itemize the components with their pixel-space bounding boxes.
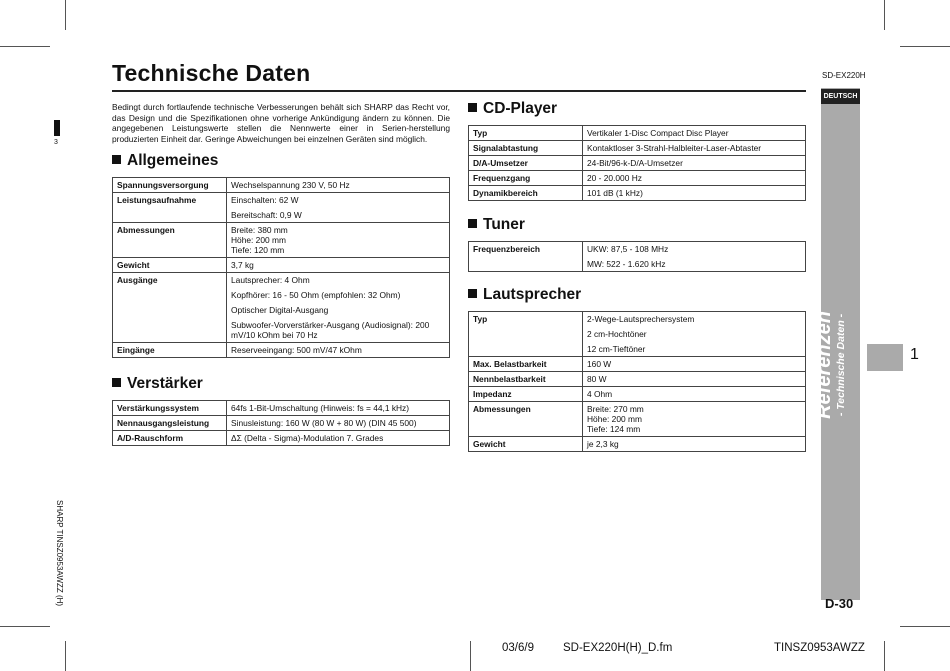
trim-mark [884,0,885,30]
table-row [469,387,806,402]
chapter-title-vertical [798,290,878,440]
spec-label: Abmessungen [469,402,583,437]
table-row [469,186,806,201]
header-rule [112,90,806,92]
page-marker-number: 3 [54,139,58,146]
table-row [469,141,806,156]
spec-value-cell [583,126,806,141]
spec-table-allgemeines [112,177,450,358]
spec-value: Subwoofer-Vorverstärker-Ausgang (Audiosignal): 200 mV/10 kOhm bei 70 Hz [231,320,430,340]
spec-value: 24-Bit/96-k-D/A-Umsetzer [587,158,683,168]
table-row [113,431,450,446]
spec-value-cell [583,186,806,201]
chapter-title: Referenzen [813,311,835,419]
spec-value-cell [227,258,450,273]
spec-label: Frequenzgang [469,171,583,186]
spec-value-cell [583,171,806,186]
section-heading-allgemeines: Allgemeines [112,152,218,170]
trim-mark [900,46,950,47]
section-heading-cdplayer: CD-Player [468,100,557,118]
spec-value: MW: 522 - 1.620 kHz [587,259,666,269]
table-row [469,402,806,437]
spec-value-cell [227,431,450,446]
table-row [469,156,806,171]
spec-value-cell [583,312,806,357]
spec-value-cell [227,416,450,431]
bullet-square-icon [468,289,477,298]
table-row [469,437,806,452]
spec-value-cell [583,141,806,156]
table-row [113,258,450,273]
spec-label: A/D-Rauschform [113,431,227,446]
page-title: Technische Daten [112,60,311,86]
spec-value-cell [583,357,806,372]
spec-value: Reserveeingang: 500 mV/47 kOhm [231,345,362,355]
spec-value-cell [583,156,806,171]
spec-value: Kopfhörer: 16 - 50 Ohm (empfohlen: 32 Ohm) [231,290,401,300]
spec-label: Typ [469,126,583,141]
spec-value: 160 W [587,359,612,369]
spec-label: Dynamikbereich [469,186,583,201]
spec-label: Abmessungen [113,223,227,258]
spec-value: je 2,3 kg [587,439,619,449]
page-marker-bar [54,120,60,136]
spec-label: Max. Belastbarkeit [469,357,583,372]
spec-table-lautsprecher [468,311,806,452]
footer-filename: SD-EX220H(H)_D.fm [563,642,673,654]
bullet-square-icon [468,219,477,228]
bullet-square-icon [468,103,477,112]
table-row [469,242,806,272]
spec-value: 12 cm-Tieftöner [587,344,646,354]
footer-code: TINSZ0953AWZZ [774,642,865,654]
spec-value: 64fs 1-Bit-Umschaltung (Hinweis: fs = 44,1 kHz) [231,403,410,413]
trim-mark [900,626,950,627]
spec-label: Gewicht [469,437,583,452]
trim-mark [65,641,66,671]
model-number: SD-EX220H [822,71,866,80]
trim-mark [0,626,50,627]
spec-label: Ausgänge [113,273,227,343]
table-row [113,178,450,193]
spec-value: 80 W [587,374,607,384]
bullet-square-icon [112,378,121,387]
spec-value: Breite: 380 mm Höhe: 200 mm Tiefe: 120 mm [231,225,288,255]
spec-value-cell [583,372,806,387]
table-row [113,416,450,431]
spec-value: Breite: 270 mm Höhe: 200 mm Tiefe: 124 mm [587,404,644,434]
table-row [469,312,806,357]
spec-label: Gewicht [113,258,227,273]
table-row [469,357,806,372]
spec-label: Typ [469,312,583,357]
page-number: D-30 [825,596,854,611]
footer-date: 03/6/9 [502,642,534,654]
spec-value-cell [227,223,450,258]
spec-value: Wechselspannung 230 V, 50 Hz [231,180,350,190]
spec-value: Bereitschaft: 0,9 W [231,210,302,220]
table-row [469,171,806,186]
spec-value: Vertikaler 1-Disc Compact Disc Player [587,128,729,138]
spec-value-cell [227,178,450,193]
spec-table-tuner [468,241,806,272]
spec-value: Lautsprecher: 4 Ohm [231,275,310,285]
section-heading-tuner: Tuner [468,216,525,234]
spec-value: Optischer Digital-Ausgang [231,305,329,315]
spec-value: ΔΣ (Delta - Sigma)-Modulation 7. Grades [231,433,384,443]
section-heading-lautsprecher: Lautsprecher [468,286,581,304]
spec-label: D/A-Umsetzer [469,156,583,171]
trim-mark [65,0,66,30]
bullet-square-icon [112,155,121,164]
intro-paragraph: Bedingt durch fortlaufende technische Verbesserungen behält sich SHARP das Recht vor, das Design und die Spezifikationen ohne vorherige Ankündigung ändern zu können. Die angegebenen Leistungswerte stellen die Nennwerte einer in Serien-herstellung produzierten Einheit dar. Geringe Abweichungen bei einzelnen Geräten sind möglich. [112,102,450,144]
spec-value-cell [227,343,450,358]
spec-value: 101 dB (1 kHz) [587,188,643,198]
spec-value: UKW: 87,5 - 108 MHz [587,244,669,254]
chapter-subtitle: - Technische Daten - [835,313,847,417]
table-row [469,372,806,387]
spec-value-cell [583,387,806,402]
spec-value-cell [227,273,450,343]
table-row [113,273,450,343]
chapter-tab [867,344,903,371]
spec-value: Kontaktloser 3-Strahl-Halbleiter-Laser-Abtaster [587,143,762,153]
table-row [113,343,450,358]
vertical-document-code: SHARP TINSZ0953AWZZ (H) [55,500,64,607]
trim-mark [884,641,885,671]
spec-value: Sinusleistung: 160 W (80 W + 80 W) (DIN 45 500) [231,418,417,428]
spec-value: 2-Wege-Lautsprechersystem [587,314,695,324]
spec-label: Frequenzbereich [469,242,583,272]
spec-value: 20 - 20.000 Hz [587,173,642,183]
section-heading-verstaerker: Verstärker [112,375,203,393]
spec-value: 4 Ohm [587,389,613,399]
spec-value-cell [583,402,806,437]
spec-table-verstaerker [112,400,450,446]
spec-value: Einschalten: 62 W [231,195,299,205]
spec-label: Impedanz [469,387,583,402]
spec-label: Eingänge [113,343,227,358]
trim-mark [470,641,471,671]
table-row [113,193,450,223]
spec-value-cell [227,193,450,223]
language-label: DEUTSCH [821,89,860,104]
spec-value-cell [227,401,450,416]
table-row [113,401,450,416]
spec-label: Signalabtastung [469,141,583,156]
spec-value-cell [583,437,806,452]
chapter-tab-number: 1 [910,346,919,363]
spec-value: 3,7 kg [231,260,254,270]
spec-label: Nennausgangsleistung [113,416,227,431]
spec-table-cdplayer [468,125,806,201]
spec-label: Nennbelastbarkeit [469,372,583,387]
trim-mark [0,46,50,47]
spec-value-cell [583,242,806,272]
table-row [113,223,450,258]
spec-label: Leistungsaufnahme [113,193,227,223]
spec-value: 2 cm-Hochtöner [587,329,647,339]
spec-label: Verstärkungssystem [113,401,227,416]
spec-label: Spannungsversorgung [113,178,227,193]
table-row [469,126,806,141]
